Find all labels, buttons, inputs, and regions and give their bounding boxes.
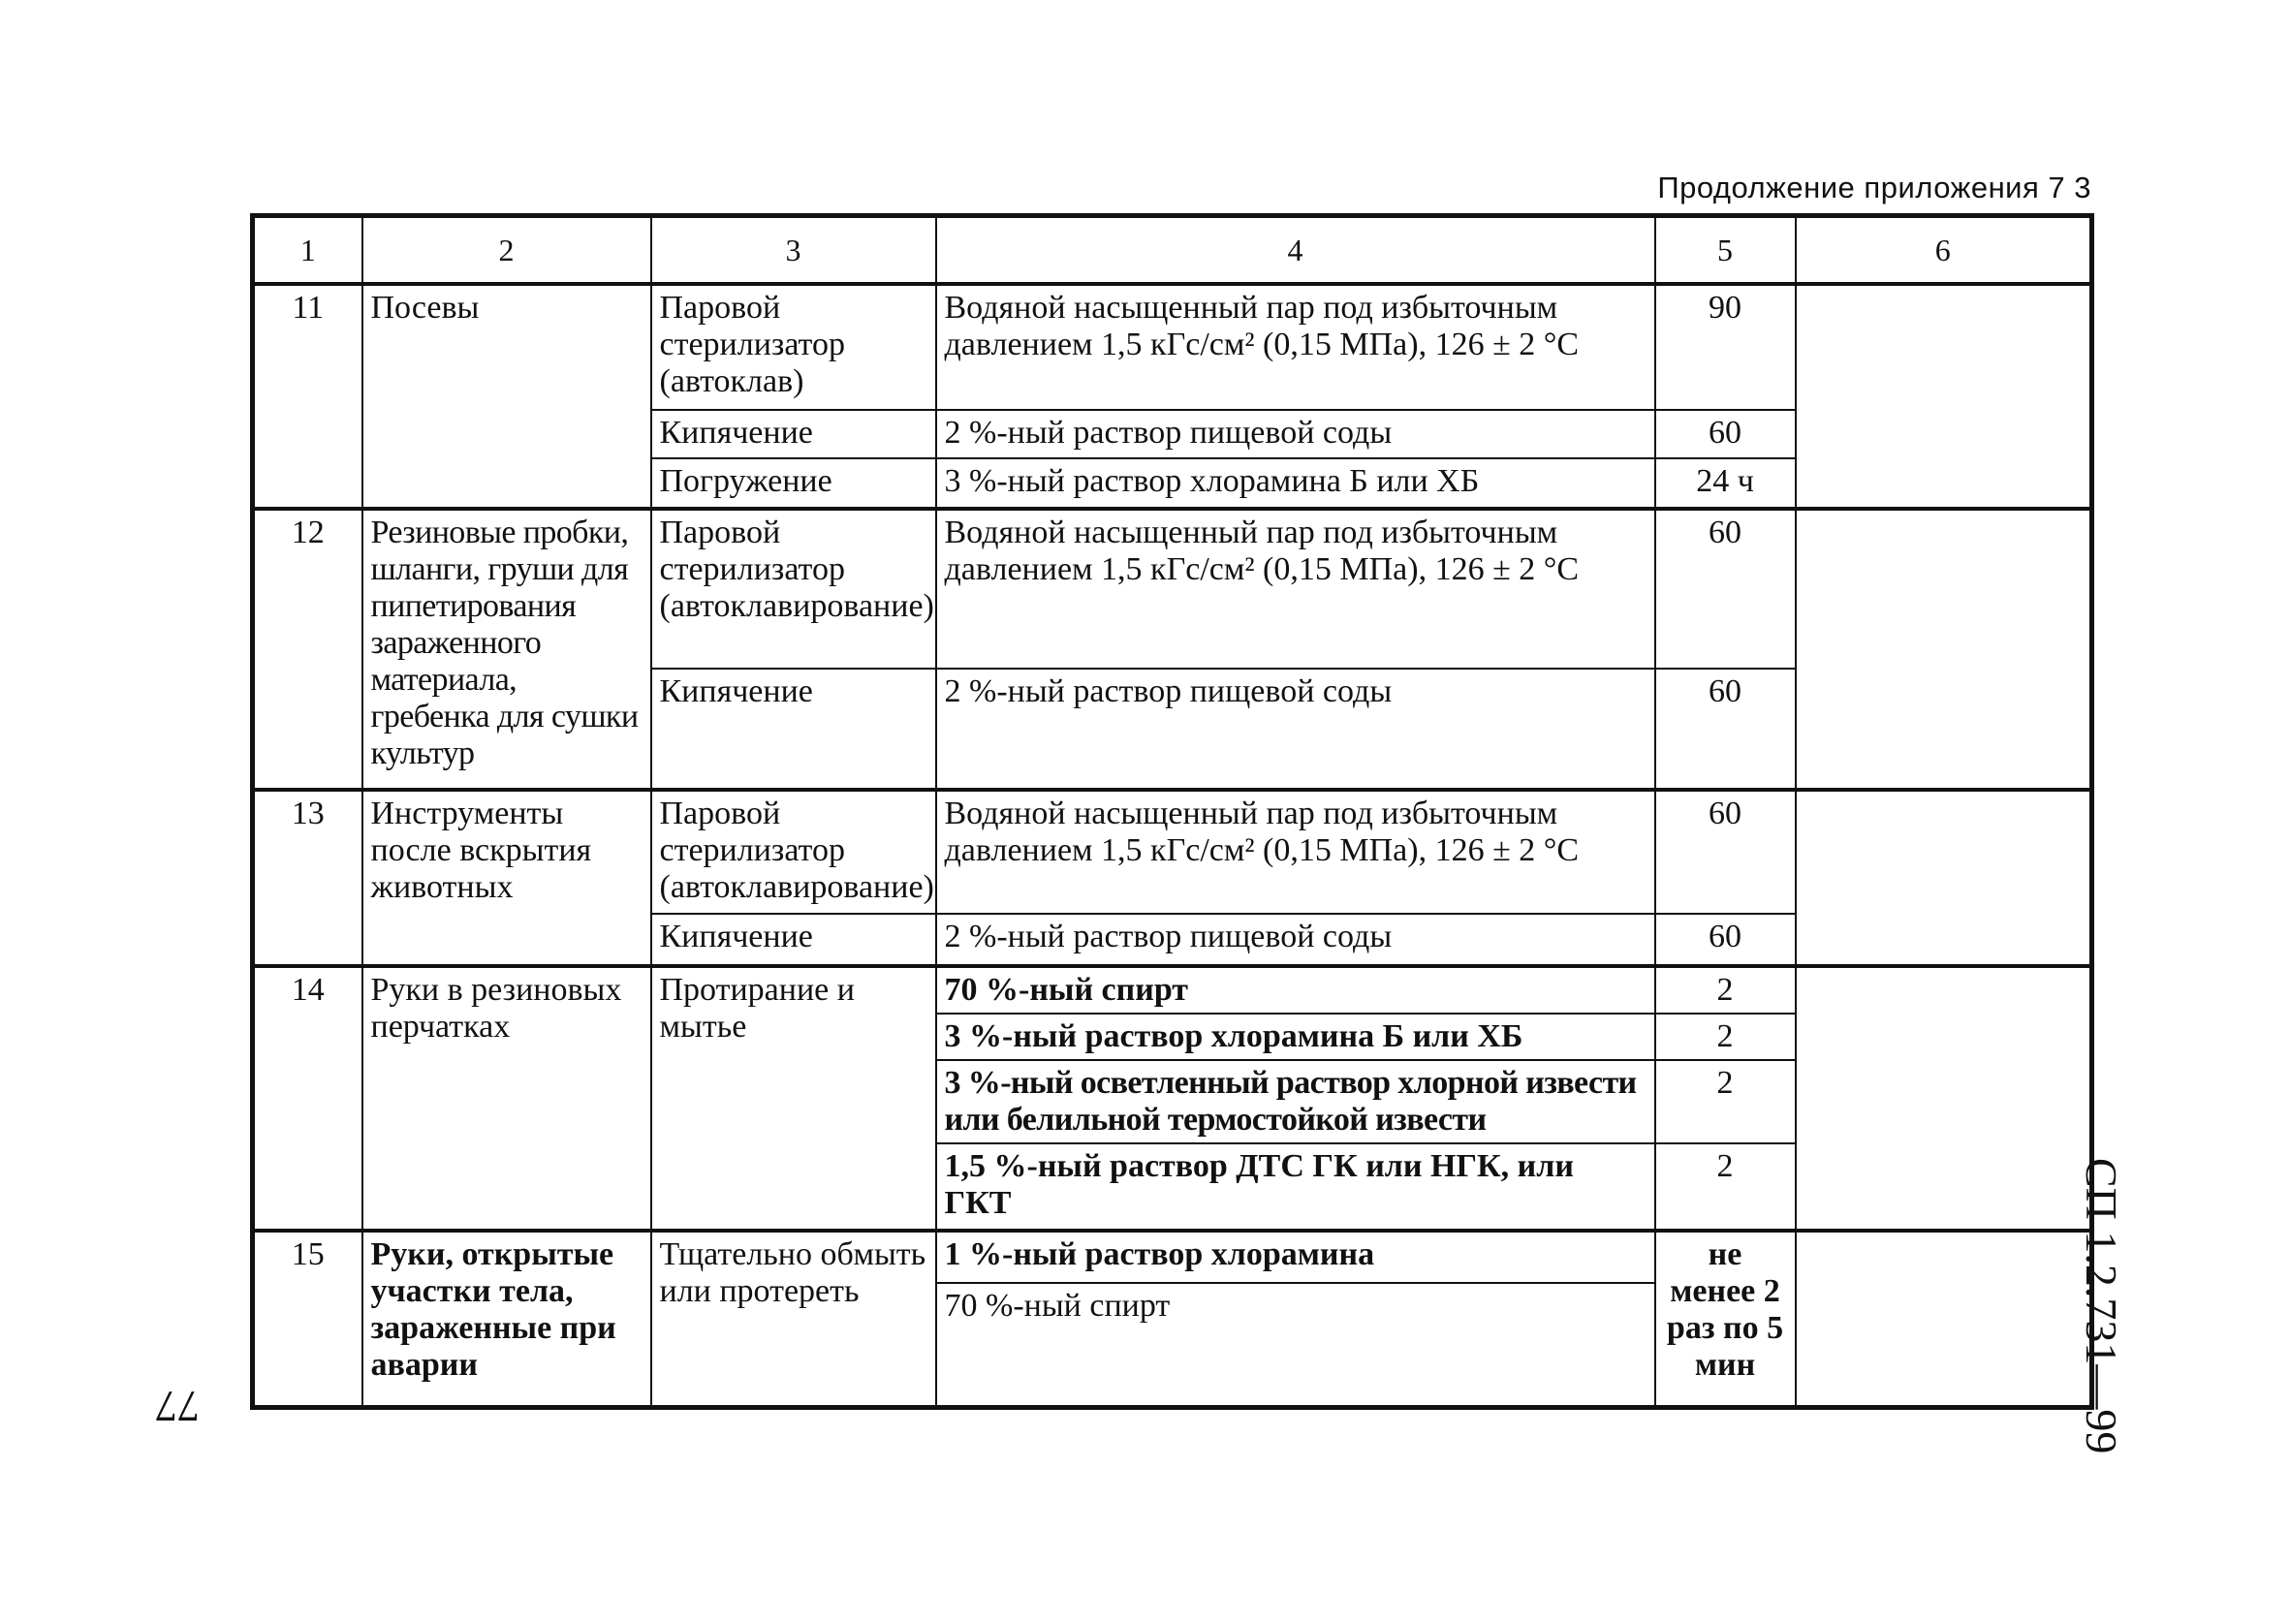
notes-cell	[1796, 790, 2092, 966]
column-header: 6	[1796, 216, 2092, 285]
table-caption: Продолжение приложения 7 3	[1657, 171, 2091, 204]
agent-cell: 1,5 %-ный раствор ДТС ГК или НГК, или ГКТ	[936, 1143, 1655, 1231]
row-number: 14	[253, 966, 362, 1231]
table-header-row	[253, 216, 2092, 285]
row-number: 13	[253, 790, 362, 966]
agent-cell: 3 %-ный осветленный раствор хлорной извести или белильной термостойкой извести	[936, 1060, 1655, 1143]
agent-cell: 2 %-ный раствор пищевой соды	[936, 669, 1655, 790]
time-cell: 90	[1655, 284, 1796, 410]
time-cell: 60	[1655, 509, 1796, 669]
disinfection-table	[250, 213, 2094, 1410]
table-row	[253, 1231, 2092, 1283]
column-header: 3	[651, 216, 936, 285]
row-number: 12	[253, 509, 362, 790]
time-cell: 60	[1655, 410, 1796, 458]
object-cell: Посевы	[362, 284, 651, 509]
agent-cell: Водяной насыщенный пар под избыточным давлением 1,5 кГс/см² (0,15 МПа), 126 ± 2 °С	[936, 284, 1655, 410]
row-number: 15	[253, 1231, 362, 1407]
table-row	[253, 790, 2092, 914]
object-cell: Руки, открытые участки тела, зараженные при аварии	[362, 1231, 651, 1407]
time-cell: 60	[1655, 790, 1796, 914]
object-cell: Руки в резиновых перчатках	[362, 966, 651, 1231]
document-code: СП 1.2.731—99	[2077, 1158, 2126, 1454]
column-header: 5	[1655, 216, 1796, 285]
time-cell: 2	[1655, 966, 1796, 1014]
column-header: 1	[253, 216, 362, 285]
object-cell: Инструменты после вскрытия животных	[362, 790, 651, 966]
agent-cell: 1 %-ный раствор хлорамина	[936, 1231, 1655, 1283]
agent-cell: Водяной насыщенный пар под избыточным давлением 1,5 кГс/см² (0,15 МПа), 126 ± 2 °С	[936, 509, 1655, 669]
method-cell: Кипячение	[651, 669, 936, 790]
page-number: 77	[155, 1382, 200, 1431]
table-row	[253, 284, 2092, 410]
agent-cell: 2 %-ный раствор пищевой соды	[936, 914, 1655, 966]
method-cell: Погружение	[651, 458, 936, 509]
table-row	[253, 509, 2092, 669]
time-cell: не менее 2 раз по 5 мин	[1655, 1231, 1796, 1407]
agent-cell: 3 %-ный раствор хлорамина Б или ХБ	[936, 458, 1655, 509]
notes-cell	[1796, 509, 2092, 790]
method-cell: Протирание и мытье	[651, 966, 936, 1231]
time-cell: 2	[1655, 1060, 1796, 1143]
method-cell: Кипячение	[651, 410, 936, 458]
row-number: 11	[253, 284, 362, 509]
time-cell: 2	[1655, 1014, 1796, 1060]
notes-cell	[1796, 284, 2092, 509]
time-cell: 24 ч	[1655, 458, 1796, 509]
column-header: 2	[362, 216, 651, 285]
time-cell: 60	[1655, 914, 1796, 966]
notes-cell	[1796, 1231, 2092, 1407]
agent-cell: 3 %-ный раствор хлорамина Б или ХБ	[936, 1014, 1655, 1060]
table-row	[253, 966, 2092, 1014]
agent-cell: 70 %-ный спирт	[936, 966, 1655, 1014]
agent-cell: 2 %-ный раствор пищевой соды	[936, 410, 1655, 458]
method-cell: Паровой стерилизатор (автоклав)	[651, 284, 936, 410]
column-header: 4	[936, 216, 1655, 285]
agent-cell: 70 %-ный спирт	[936, 1283, 1655, 1407]
time-cell: 60	[1655, 669, 1796, 790]
method-cell: Кипячение	[651, 914, 936, 966]
method-cell: Паровой стерилизатор (автоклавирование)	[651, 509, 936, 669]
method-cell: Паровой стерилизатор (автоклавирование)	[651, 790, 936, 914]
notes-cell	[1796, 966, 2092, 1231]
method-cell: Тщательно обмыть или протереть	[651, 1231, 936, 1407]
time-cell: 2	[1655, 1143, 1796, 1231]
agent-cell: Водяной насыщенный пар под избыточным давлением 1,5 кГс/см² (0,15 МПа), 126 ± 2 °С	[936, 790, 1655, 914]
object-cell: Резиновые пробки, шланги, груши для пипетирования зараженного материала, гребенка для сушки культур	[362, 509, 651, 790]
